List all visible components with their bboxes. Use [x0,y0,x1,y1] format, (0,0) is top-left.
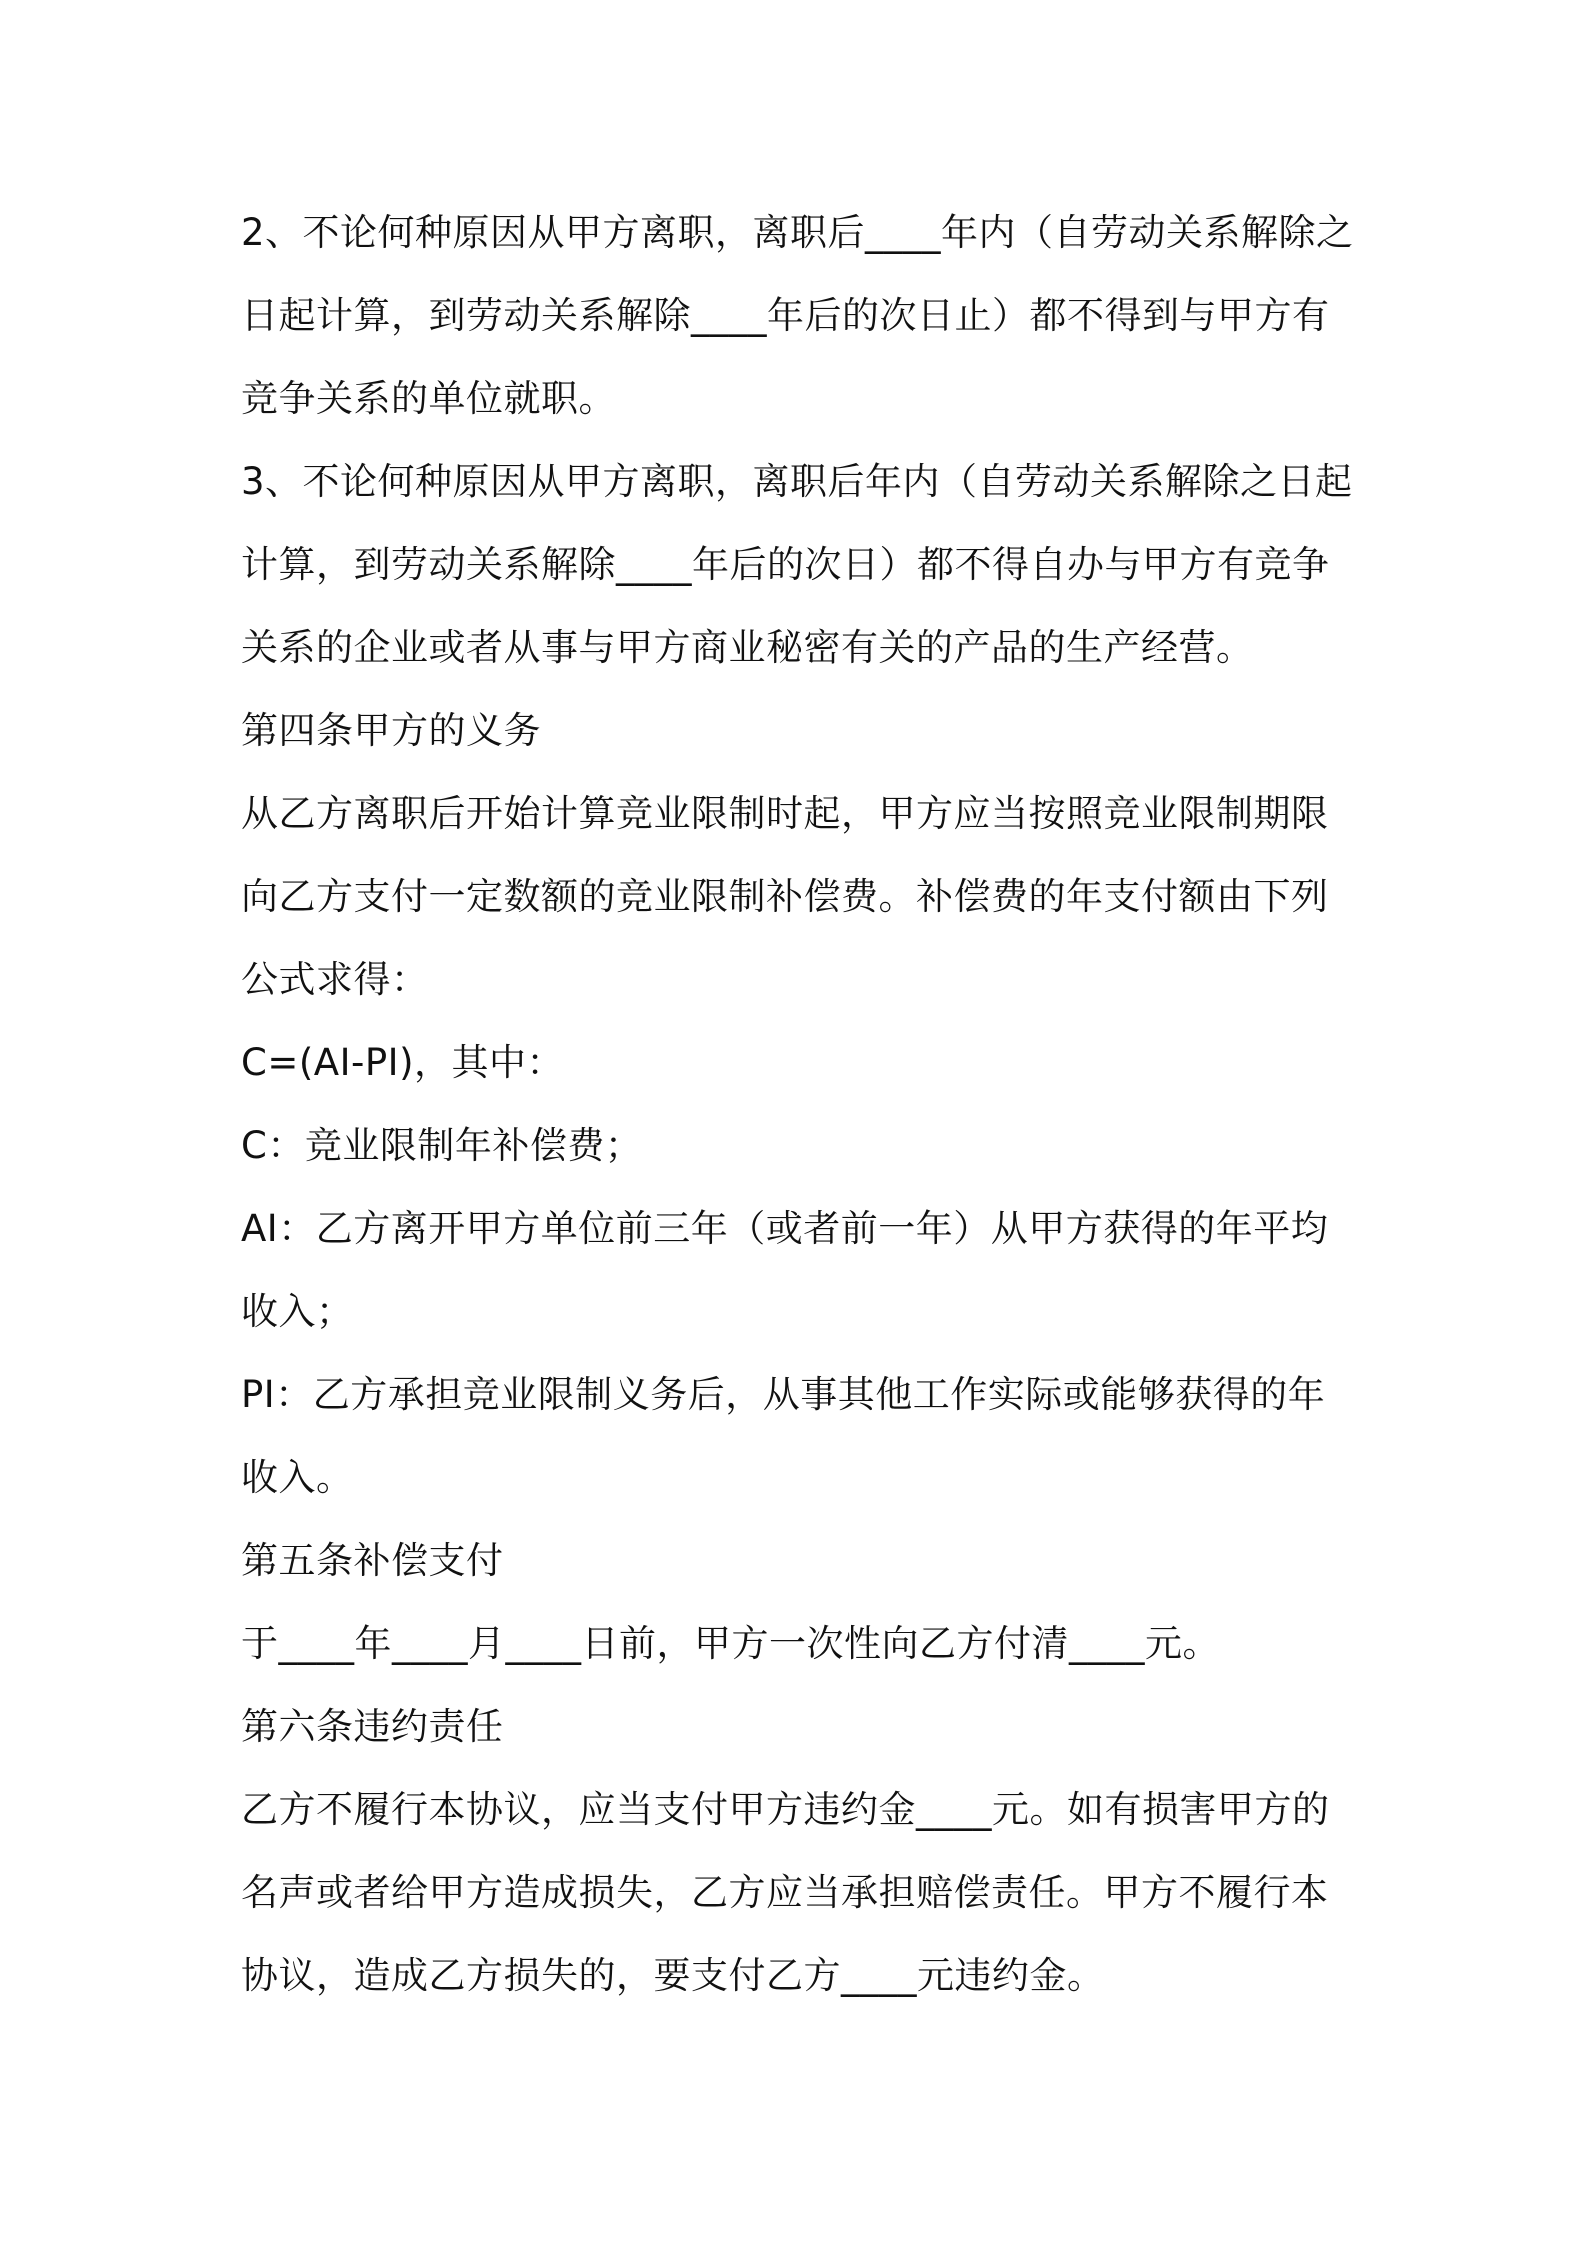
article-4-paragraph: 从乙方离职后开始计算竞业限制时起，甲方应当按照竞业限制期限向乙方支付一定数额的竞业限制补偿费。补偿费的年支付额由下列公式求得： [241,792,1329,1001]
clause-2-paragraph: 2、不论何种原因从甲方离职，离职后____年内（自劳动关系解除之日起计算，到劳动关系解除____年后的次日止）都不得到与甲方有竞争关系的单位就职。 [241,211,1354,420]
formula-line: C=(AI-PI)，其中： [241,1041,565,1084]
formula-pi-definition: PI：乙方承担竞业限制义务后，从事其他工作实际或能够获得的年收入。 [241,1373,1326,1499]
article-6-heading: 第六条违约责任 [241,1705,504,1748]
document-body [241,191,1361,2017]
article-6-paragraph: 乙方不履行本协议，应当支付甲方违约金____元。如有损害甲方的名声或者给甲方造成损失，乙方应当承担赔偿责任。甲方不履行本协议，造成乙方损失的，要支付乙方____元违约金。 [241,1788,1330,1997]
article-5-heading: 第五条补偿支付 [241,1539,504,1582]
formula-ai-definition: AI：乙方离开甲方单位前三年（或者前一年）从甲方获得的年平均收入； [241,1207,1329,1333]
article-5-paragraph: 于____年____月____日前，甲方一次性向乙方付清____元。 [241,1622,1220,1665]
article-4-heading: 第四条甲方的义务 [241,709,541,752]
clause-3-paragraph: 3、不论何种原因从甲方离职，离职后年内（自劳动关系解除之日起计算，到劳动关系解除____年后的次日）都不得自办与甲方有竞争关系的企业或者从事与甲方商业秘密有关的产品的生产经营。 [241,460,1353,669]
formula-c-definition: C：竞业限制年补偿费； [241,1124,643,1167]
